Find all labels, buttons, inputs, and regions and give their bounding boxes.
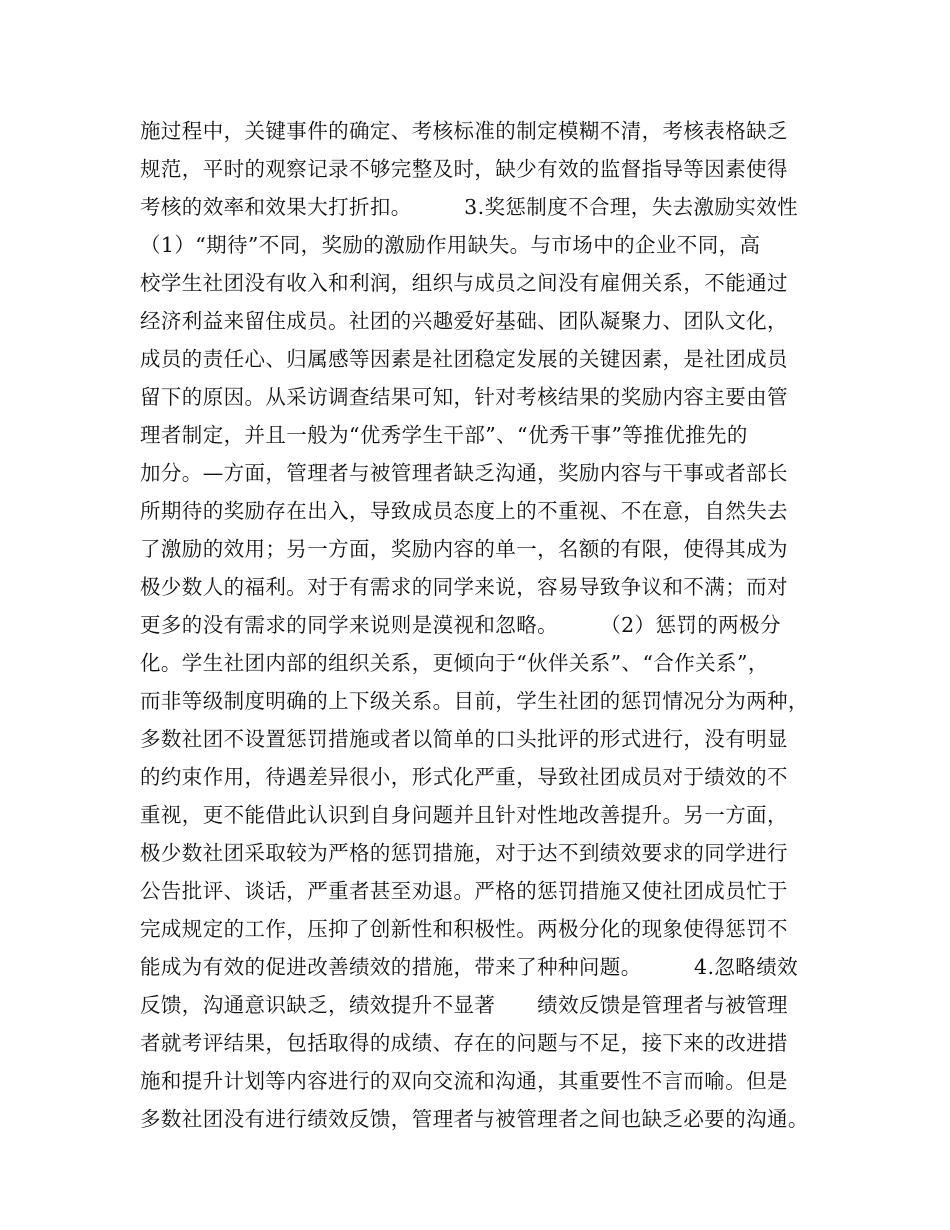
text-line: 而非等级制度明确的上下级关系。目前，学生社团的惩罚情况分为两种， (140, 689, 809, 713)
text-line: 规范，平时的观察记录不够完整及时，缺少有效的监督指导等因素使得 (140, 157, 788, 181)
text-line: （1）“期待”不同，奖励的激励作用缺失。与市场中的企业不同，高 (140, 233, 761, 257)
text-line: 多数社团不设置惩罚措施或者以简单的口头批评的形式进行，没有明显 (140, 727, 788, 751)
text-line: 的约束作用，待遇差异很小，形式化严重，导致社团成员对于绩效的不 (140, 765, 788, 789)
text-line: 校学生社团没有收入和利润，组织与成员之间没有雇佣关系，不能通过 (140, 271, 788, 295)
text-line: 多数社团没有进行绩效反馈，管理者与被管理者之间也缺乏必要的沟通。 (140, 1107, 809, 1131)
text-line: 考核的效率和效果大打折扣。 3.奖惩制度不合理，失去激励实效性 (140, 195, 799, 219)
text-line: 极少数社团采取较为严格的惩罚措施，对于达不到绩效要求的同学进行 (140, 841, 788, 865)
text-line: 反馈，沟通意识缺乏，绩效提升不显著 绩效反馈是管理者与被管理 (140, 993, 788, 1017)
text-line: 者就考评结果，包括取得的成绩、存在的问题与不足，接下来的改进措 (140, 1031, 788, 1055)
text-line: 成员的责任心、归属感等因素是社团稳定发展的关键因素，是社团成员 (140, 347, 788, 371)
text-line: 理者制定，并且一般为“优秀学生干部”、“优秀干事”等推优推先的 (140, 423, 748, 447)
text-line: 加分。—方面，管理者与被管理者缺乏沟通，奖励内容与干事或者部长 (140, 461, 788, 485)
text-line: 重视，更不能借此认识到自身问题并且针对性地改善提升。另一方面， (140, 803, 788, 827)
text-line: 施过程中，关键事件的确定、考核标准的制定模糊不清，考核表格缺乏 (140, 119, 788, 143)
text-line: 施和提升计划等内容进行的双向交流和沟通，其重要性不言而喻。但是 (140, 1069, 788, 1093)
text-line: 留下的原因。从采访调查结果可知，针对考核结果的奖励内容主要由管 (140, 385, 788, 409)
text-line: 更多的没有需求的同学来说则是漠视和忽略。 （2）惩罚的两极分 (140, 613, 781, 637)
text-line: 所期待的奖励存在出入，导致成员态度上的不重视、不在意，自然失去 (140, 499, 788, 523)
text-line: 经济利益来留住成员。社团的兴趣爱好基础、团队凝聚力、团队文化， (140, 309, 788, 333)
body-text (140, 112, 840, 1138)
text-line: 了激励的效用；另一方面，奖励内容的单一，名额的有限，使得其成为 (140, 537, 788, 561)
text-line: 极少数人的福利。对于有需求的同学来说，容易导致争议和不满；而对 (140, 575, 788, 599)
text-line: 完成规定的工作，压抑了创新性和积极性。两极分化的现象使得惩罚不 (140, 917, 788, 941)
text-line: 能成为有效的促进改善绩效的措施，带来了种种问题。 4.忽略绩效 (140, 955, 799, 979)
text-line: 公告批评、谈话，严重者甚至劝退。严格的惩罚措施又使社团成员忙于 (140, 879, 788, 903)
text-line: 化。学生社团内部的组织关系，更倾向于“伙伴关系”、“合作关系”， (140, 651, 769, 675)
